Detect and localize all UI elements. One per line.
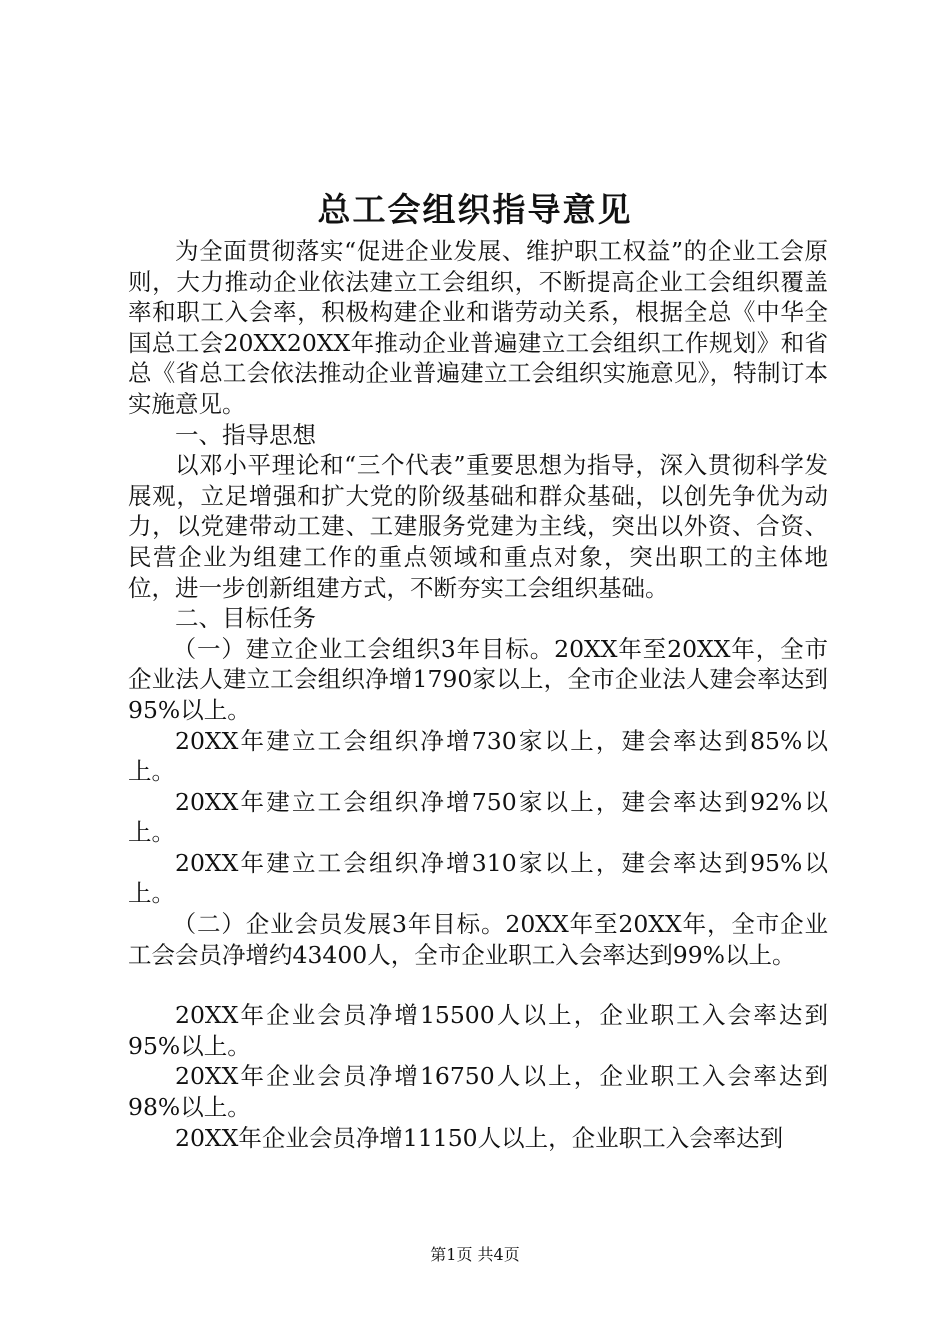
document-title: 总工会组织指导意见: [317, 190, 633, 229]
yearly-target-paragraph: 20XX年建立工会组织净增730家以上，建会率达到85%以上。: [128, 726, 828, 786]
section-heading-guiding-ideology: 一、指导思想: [175, 420, 316, 449]
goal-membership-paragraph: （二）企业会员发展3年目标。20XX年至20XX年，全市企业工会会员净增约43400人，全市企业职工入会率达到99%以上。: [128, 910, 828, 969]
yearly-target-paragraph: 20XX年建立工会组织净增750家以上，建会率达到92%以上。: [128, 787, 828, 847]
yearly-membership-paragraph: 20XX年企业会员净增15500人以上，企业职工入会率达到95%以上。: [128, 1001, 828, 1060]
yearly-membership-paragraph: 20XX年企业会员净增16750人以上，企业职工入会率达到98%以上。: [128, 1062, 828, 1122]
guiding-ideology-paragraph: 以邓小平理论和“三个代表”重要思想为指导，深入贯彻科学发展观，立足增强和扩大党的阶级基础和群众基础，以创先争优为动力，以党建带动工建、工建服务党建为主线，突出以外资、合资、民营企业为组建工作的重点领域和重点对象，突出职工的主体地位，进一步创新组建方式，不断夯实工会组织基础。: [128, 451, 828, 602]
goal-union-organization-paragraph: （一）建立企业工会组织3年目标。20XX年至20XX年，全市企业法人建立工会组织净增1790家以上，全市企业法人建会率达到95%以上。: [128, 634, 828, 724]
intro-paragraph: 为全面贯彻落实“促进企业发展、维护职工权益”的企业工会原则，大力推动企业依法建立工会组织，不断提高企业工会组织覆盖率和职工入会率，积极构建企业和谐劳动关系，根据全总《中华全国总工会20XX20XX年推动企业普遍建立工会组织工作规划》和省总《省总工会依法推动企业普遍建立工会组织实施意见》，特制订本实施意见。: [128, 237, 828, 418]
section-heading-goals: 二、目标任务: [175, 604, 316, 633]
yearly-target-paragraph: 20XX年建立工会组织净增310家以上，建会率达到95%以上。: [128, 848, 828, 908]
yearly-membership-paragraph: 20XX年企业会员净增11150人以上，企业职工入会率达到: [175, 1123, 784, 1152]
document-body: [128, 236, 828, 1153]
page-footer: 第1页 共4页: [430, 1245, 520, 1264]
